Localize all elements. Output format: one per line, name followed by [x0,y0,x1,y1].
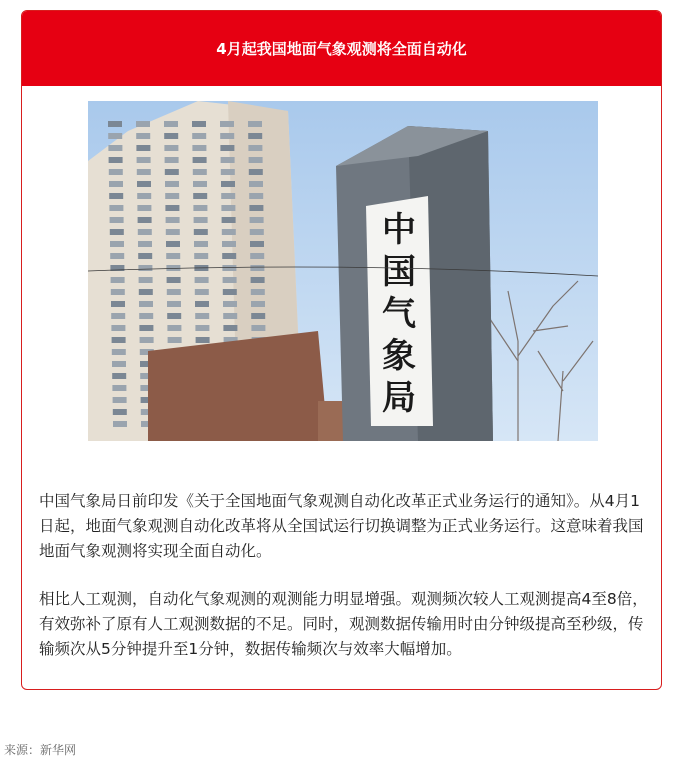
paragraph: 相比人工观测，自动化气象观测的观测能力明显增强。观测频次较人工观测提高4至8倍，有效弥补了原有人工观测数据的不足。同时，观测数据传输用时由分钟级提高至秒级，传输频次从5分钟提升至1分钟，数据传输频次与效率大幅增加。 [39,590,648,658]
news-card [21,10,662,690]
sign-char-2: 国 [382,252,416,292]
card-header [22,11,661,86]
article-photo [88,101,598,441]
sign-char-4: 象 [382,336,416,376]
sign-char-3: 气 [382,294,416,334]
paragraph: 中国气象局日前印发《关于全国地面气象观测自动化改革正式业务运行的通知》。从4月1日起，地面气象观测自动化改革将从全国试运行切换调整为正式业务运行。这意味着我国地面气象观测将实现全面自动化。 [39,492,644,560]
source-credit: 来源：新华网 [4,743,77,757]
article-title: 4月起我国地面气象观测将全面自动化 [216,40,467,58]
article-body [39,489,649,685]
sign-char-5: 局 [382,378,416,418]
sign-char-1: 中 [382,210,416,250]
